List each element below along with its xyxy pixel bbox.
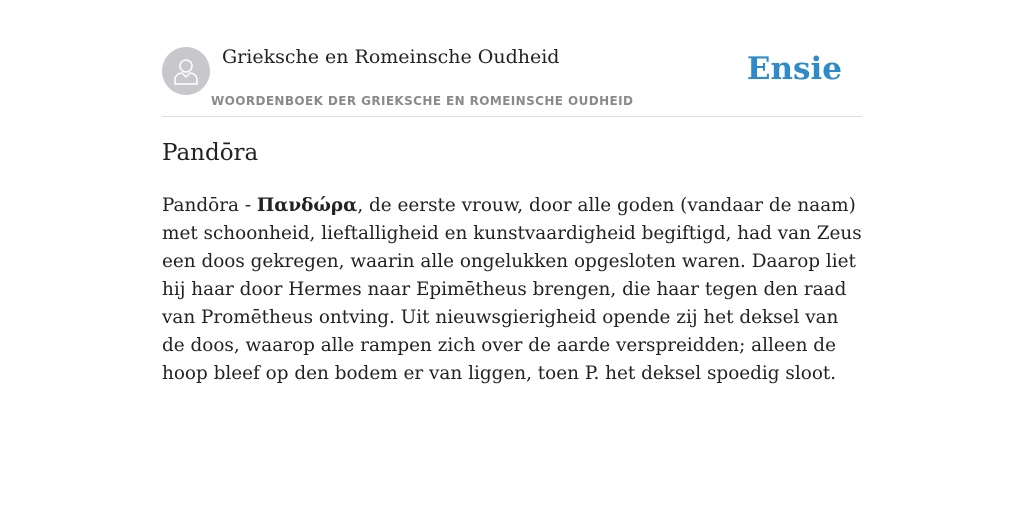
source-subtitle: WOORDENBOEK DER GRIEKSCHE EN ROMEINSCHE OUDHEID [211,94,634,108]
entry-definition: , de eerste vrouw, door alle goden (vandaar de naam) met schoonheid, lieftalligheid en kunstvaardigheid begiftigd, had van Zeus een doos gekregen, waarin alle ongelukken opgesloten waren. Daarop liet hij haar door Hermes naar Epimētheus brengen, die haar tegen den raad van Promētheus ontving. Uit nieuwsgierigheid opende zij het deksel van de doos, waarop alle rampen zich over de aarde verspreidden; alleen de hoop bleef op den bodem er van liggen, toen P. het deksel spoedig sloot. [162,195,862,384]
brand-logo[interactable]: Ensie [746,51,842,87]
entry-headword: Pandōra [162,195,239,216]
entry-greek-term: Πανδώρα [256,195,358,216]
source-title[interactable]: Grieksche en Romeinsche Oudheid [222,46,560,68]
source-header [162,40,862,117]
entry-separator: - [238,195,257,216]
user-icon [173,57,199,85]
entry-body [162,192,862,388]
entry-title: Pandōra [162,140,259,166]
avatar[interactable] [162,47,210,95]
